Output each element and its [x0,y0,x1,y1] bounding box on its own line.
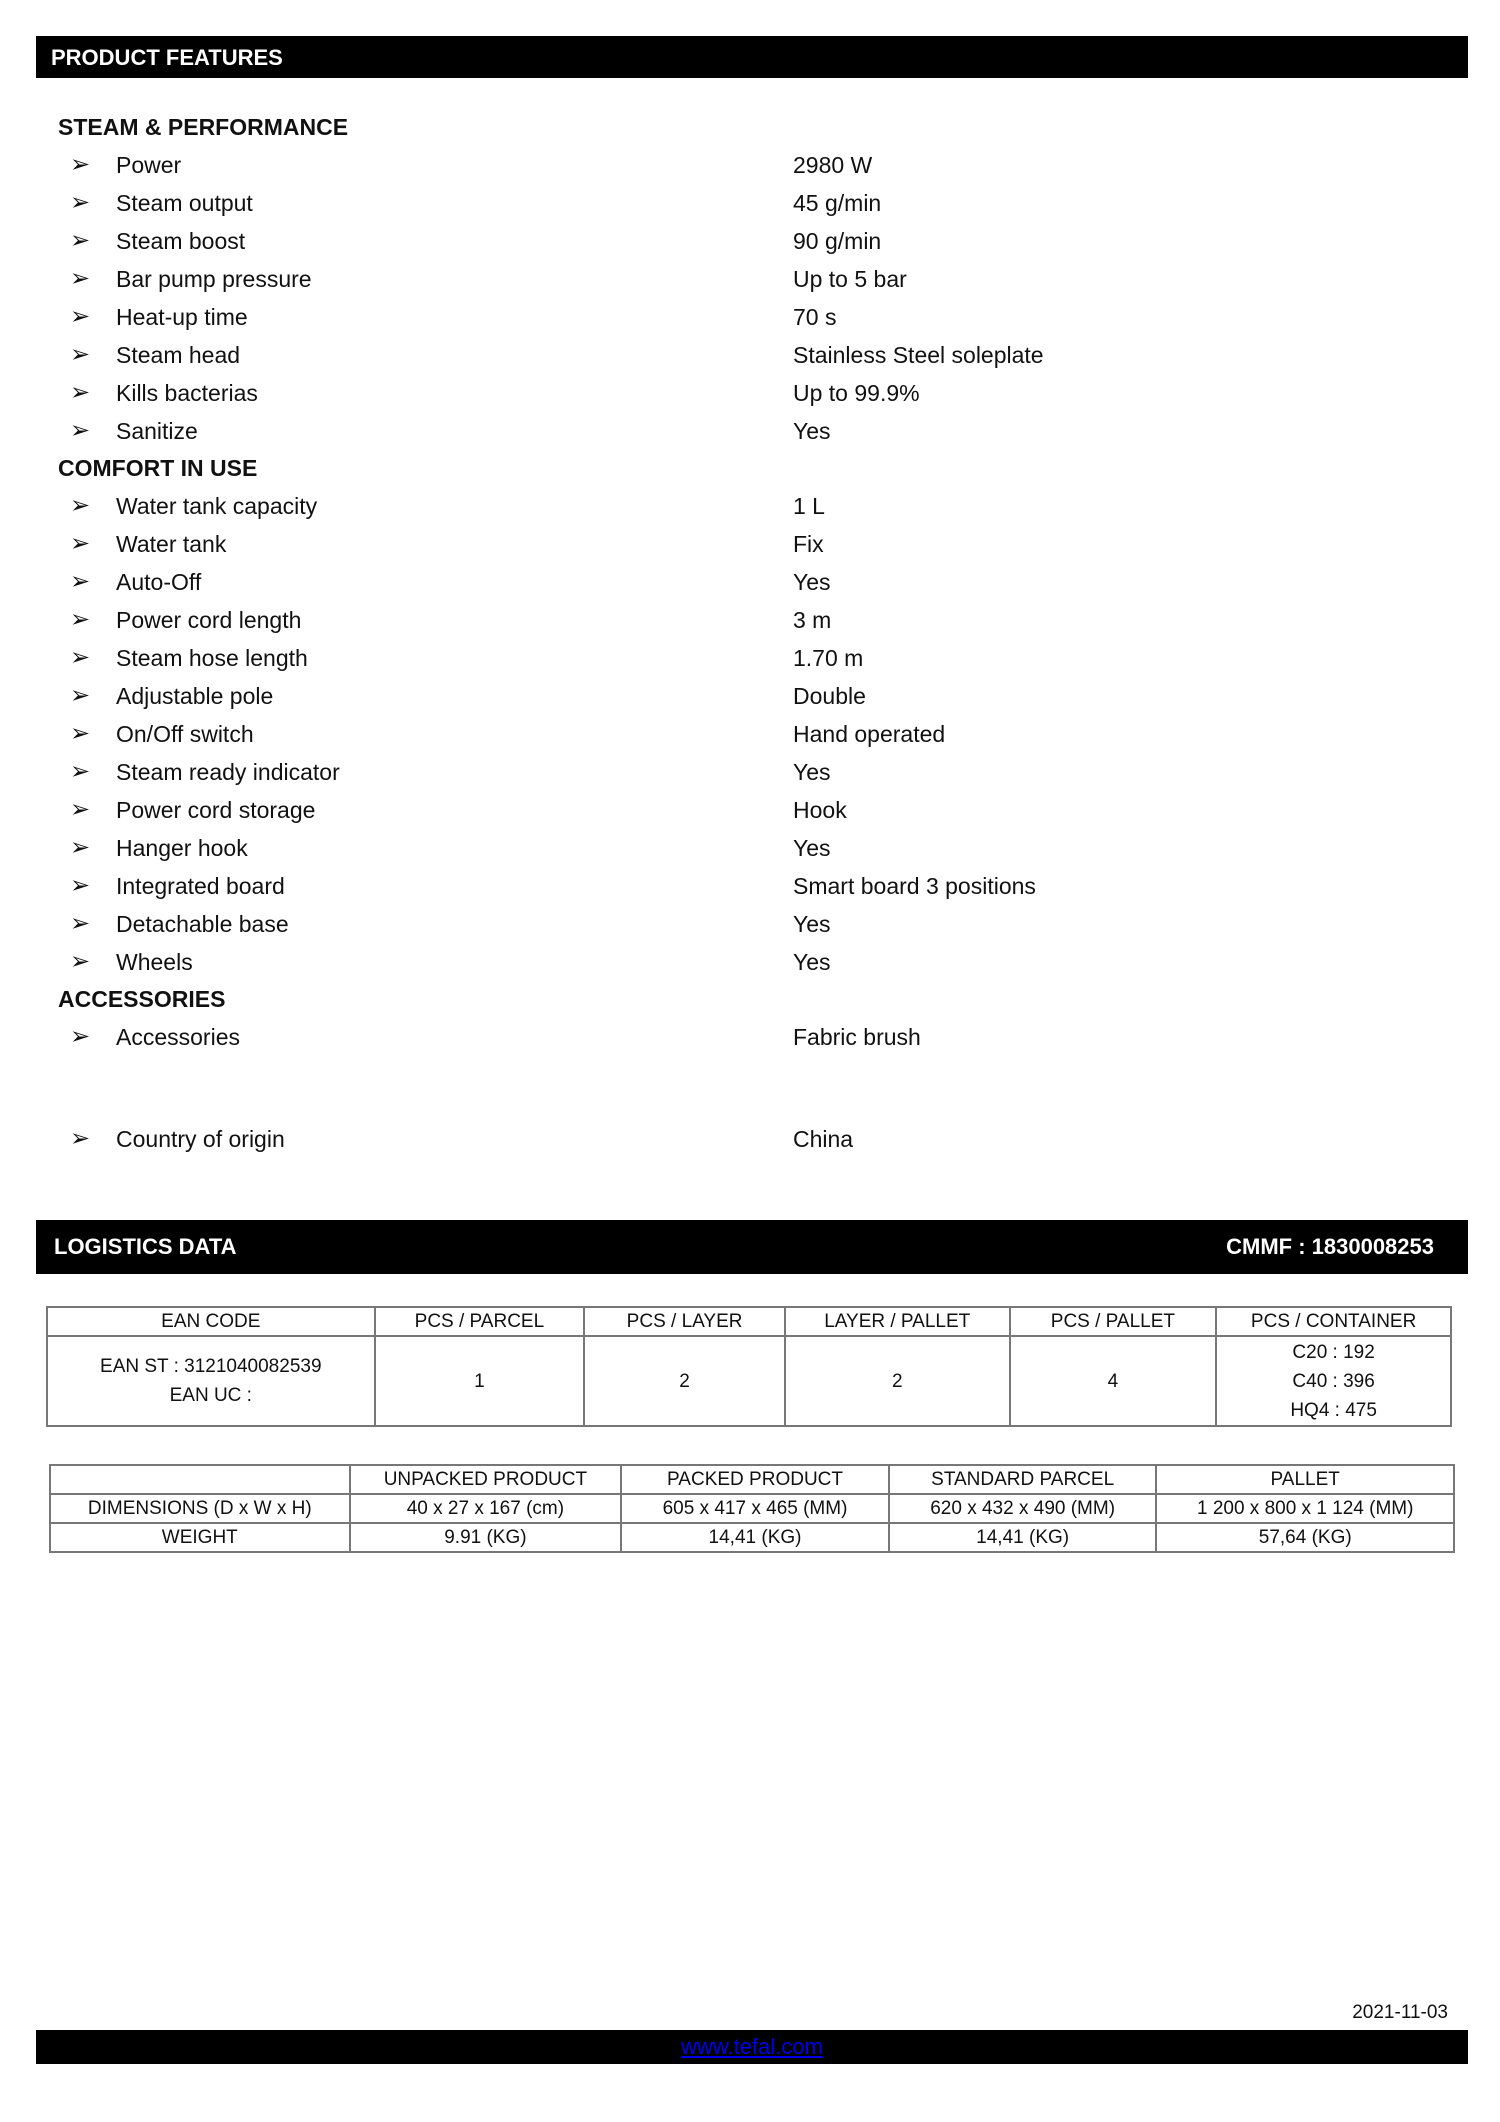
feature-row-origin [58,1120,1118,1158]
feature-row-1-8 [58,791,1118,829]
feature-row-1-6 [58,715,1118,753]
ean-header-pcs-container: PCS / CONTAINER [1216,1307,1451,1336]
bullet-arrow-icon: ➢ [70,606,91,633]
weight-row-label: WEIGHT [50,1523,350,1552]
feature-row-1-2 [58,563,1118,601]
bullet-arrow-icon: ➢ [70,1125,91,1152]
bullet-arrow-icon: ➢ [70,189,91,216]
feature-value: Hand operated [793,721,946,747]
feature-row-1-1 [58,525,1118,563]
features-list [58,109,1118,1158]
pcs-pallet-value: 4 [1010,1336,1217,1426]
product-features-header [36,36,1468,78]
feature-value: China [793,1126,854,1152]
feature-row-1-0 [58,487,1118,525]
feature-label: Wheels [116,949,193,975]
dim-header-parcel: STANDARD PARCEL [889,1465,1157,1494]
bullet-arrow-icon: ➢ [70,682,91,709]
dimensions-row [50,1494,1454,1523]
bullet-arrow-icon: ➢ [70,530,91,557]
dim-header-empty [50,1465,350,1494]
feature-row-1-7 [58,753,1118,791]
dim-header-pallet: PALLET [1156,1465,1454,1494]
container-cell [1216,1336,1451,1426]
feature-value: Up to 99.9% [793,380,920,406]
bullet-arrow-icon: ➢ [70,265,91,292]
dim-row-label: DIMENSIONS (D x W x H) [50,1494,350,1523]
bullet-arrow-icon: ➢ [70,492,91,519]
weight-row [50,1523,1454,1552]
ean-header-layer-pallet: LAYER / PALLET [785,1307,1010,1336]
bullet-arrow-icon: ➢ [70,417,91,444]
ean-header-pcs-parcel: PCS / PARCEL [375,1307,585,1336]
bullet-arrow-icon: ➢ [70,151,91,178]
section-title-0: STEAM & PERFORMANCE [58,114,349,140]
section-title-1: COMFORT IN USE [58,455,258,481]
feature-label: Water tank capacity [116,493,318,519]
logistics-header [36,1220,1468,1274]
bullet-arrow-icon: ➢ [70,227,91,254]
bullet-arrow-icon: ➢ [70,303,91,330]
feature-row-1-4 [58,639,1118,677]
ean-codes-cell [47,1336,375,1426]
container-c40: C40 : 396 [1292,1370,1375,1392]
dim-packed: 605 x 417 x 465 (MM) [621,1494,889,1523]
product-features-title: PRODUCT FEATURES [51,45,283,70]
logistics-title: LOGISTICS DATA [54,1234,237,1259]
layer-pallet-value: 2 [785,1336,1010,1426]
feature-value: 3 m [793,607,832,633]
bullet-arrow-icon: ➢ [70,758,91,785]
feature-label: Steam output [116,190,253,216]
feature-label: Steam head [116,342,241,368]
dimensions-table [49,1464,1455,1553]
feature-row-1-12 [58,943,1118,981]
dim-pallet: 1 200 x 800 x 1 124 (MM) [1156,1494,1454,1523]
feature-label: On/Off switch [116,721,254,747]
feature-label: Auto-Off [116,569,202,595]
ean-header-pcs-pallet: PCS / PALLET [1010,1307,1217,1336]
feature-value: Fabric brush [793,1024,921,1050]
feature-value: 1 L [793,493,825,519]
ean-st: EAN ST : 3121040082539 [100,1356,322,1377]
pcs-parcel-value: 1 [375,1336,585,1426]
feature-row-1-9 [58,829,1118,867]
feature-label: Heat-up time [116,304,248,330]
feature-value: 70 s [793,304,837,330]
dim-header-unpacked: UNPACKED PRODUCT [350,1465,622,1494]
feature-row-0-0 [58,146,1118,184]
feature-label: Detachable base [116,911,289,937]
weight-pallet: 57,64 (KG) [1156,1523,1454,1552]
feature-label: Power cord storage [116,797,316,823]
bullet-arrow-icon: ➢ [70,568,91,595]
cmmf-code: CMMF : 1830008253 [1226,1234,1434,1259]
feature-row-1-10 [58,867,1118,905]
weight-parcel: 14,41 (KG) [889,1523,1157,1552]
footer-bar [36,2030,1468,2064]
feature-label: Steam boost [116,228,246,254]
feature-value: Yes [793,835,831,861]
bullet-arrow-icon: ➢ [70,720,91,747]
ean-uc: EAN UC : [169,1385,252,1406]
feature-label: Water tank [116,531,227,557]
feature-row-1-11 [58,905,1118,943]
feature-row-0-7 [58,412,1118,450]
bullet-arrow-icon: ➢ [70,341,91,368]
feature-value: 45 g/min [793,190,882,216]
feature-label: Country of origin [116,1126,285,1152]
section-spacer [58,1056,1118,1120]
feature-row-2-0 [58,1018,1118,1056]
feature-label: Power [116,152,182,178]
dim-unpacked: 40 x 27 x 167 (cm) [350,1494,622,1523]
bullet-arrow-icon: ➢ [70,796,91,823]
dim-header-packed: PACKED PRODUCT [621,1465,889,1494]
feature-value: Yes [793,418,831,444]
feature-value: Double [793,683,866,709]
feature-row-0-2 [58,222,1118,260]
feature-value: Yes [793,911,831,937]
feature-label: Steam ready indicator [116,759,340,785]
feature-row-0-3 [58,260,1118,298]
feature-label: Hanger hook [116,835,248,861]
bullet-arrow-icon: ➢ [70,644,91,671]
feature-value: Up to 5 bar [793,266,907,292]
feature-label: Accessories [116,1024,240,1050]
feature-value: Fix [793,531,824,557]
feature-value: Yes [793,569,831,595]
feature-label: Kills bacterias [116,380,258,406]
bullet-arrow-icon: ➢ [70,872,91,899]
feature-label: Adjustable pole [116,683,274,709]
feature-value: 90 g/min [793,228,882,254]
feature-row-1-5 [58,677,1118,715]
pcs-layer-value: 2 [584,1336,785,1426]
feature-value: Smart board 3 positions [793,873,1036,899]
weight-unpacked: 9.91 (KG) [350,1523,622,1552]
bullet-arrow-icon: ➢ [70,948,91,975]
container-hq4: HQ4 : 475 [1290,1399,1377,1421]
container-c20: C20 : 192 [1292,1341,1375,1363]
feature-value: Yes [793,949,831,975]
feature-row-0-6 [58,374,1118,412]
weight-packed: 14,41 (KG) [621,1523,889,1552]
feature-value: Hook [793,797,847,823]
feature-value: 1.70 m [793,645,864,671]
bullet-arrow-icon: ➢ [70,834,91,861]
feature-label: Integrated board [116,873,285,899]
ean-header-ean-code: EAN CODE [47,1307,375,1336]
feature-row-0-5 [58,336,1118,374]
ean-table [46,1306,1452,1427]
dim-parcel: 620 x 432 x 490 (MM) [889,1494,1157,1523]
feature-label: Steam hose length [116,645,308,671]
feature-label: Power cord length [116,607,302,633]
bullet-arrow-icon: ➢ [70,910,91,937]
bullet-arrow-icon: ➢ [70,1023,91,1050]
feature-row-1-3 [58,601,1118,639]
feature-label: Bar pump pressure [116,266,312,292]
feature-value: 2980 W [793,152,873,178]
website-link[interactable]: www.tefal.com [681,2034,823,2059]
feature-value: Yes [793,759,831,785]
feature-row-0-1 [58,184,1118,222]
bullet-arrow-icon: ➢ [70,379,91,406]
feature-row-0-4 [58,298,1118,336]
document-date: 2021-11-03 [1352,2002,1448,2023]
ean-header-pcs-layer: PCS / LAYER [584,1307,785,1336]
section-title-2: ACCESSORIES [58,986,226,1012]
feature-value: Stainless Steel soleplate [793,342,1044,368]
feature-label: Sanitize [116,418,198,444]
